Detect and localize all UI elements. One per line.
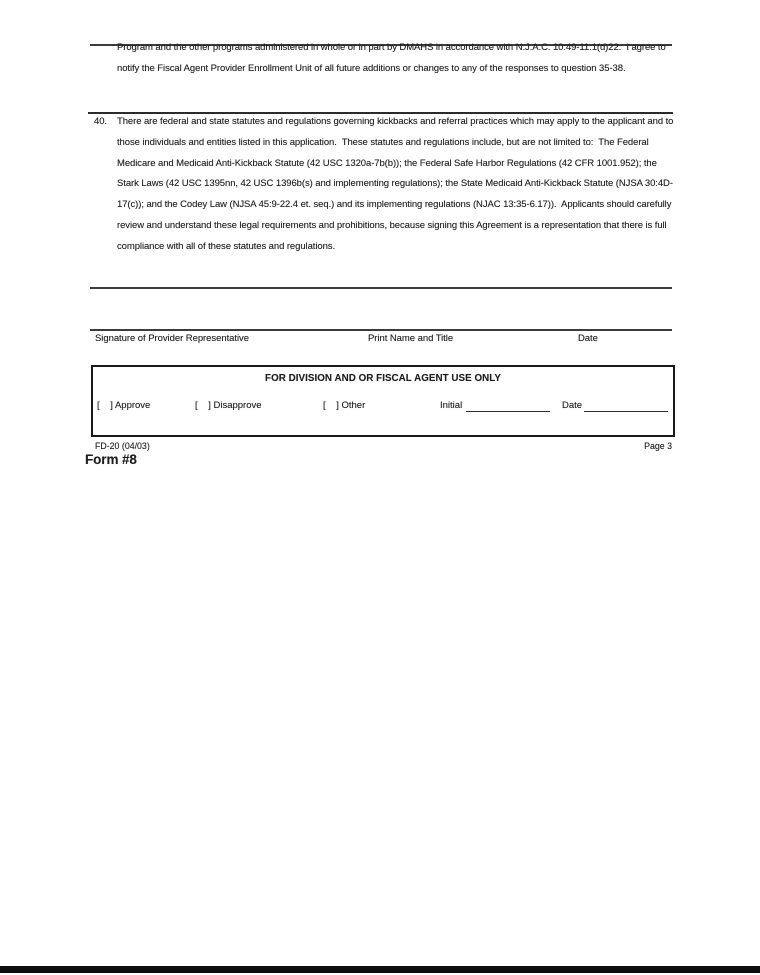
- date-blank-line[interactable]: [584, 411, 668, 412]
- item40-paragraph: [117, 112, 677, 258]
- item40-line: There are federal and state statutes and regulations governing kickbacks and referral practices which may apply to the applicant and to: [117, 116, 674, 127]
- approve-checkbox-option[interactable]: [ ] Approve: [97, 400, 151, 411]
- division-use-only-box: [91, 365, 675, 437]
- initial-blank-line[interactable]: [466, 411, 550, 412]
- form-code: FD-20 (04/03): [95, 441, 150, 451]
- form-caption: Form #8: [85, 452, 137, 467]
- item40-line: review and understand these legal requirements and prohibitions, because signing this Agreement is a representation that there is full: [117, 219, 667, 231]
- item40-line: Stark Laws (42 USC 1395nn, 42 USC 1396b(s) and implementing regulations); the State Medicaid Anti-Kickback Statute (NJSA 30:4D-: [117, 178, 673, 190]
- print-name-label: Print Name and Title: [368, 333, 454, 344]
- item40-line: Medicare and Medicaid Anti-Kickback Statute (42 USC 1320a-7b(b)); the Federal Safe Harbor Regulations (42 CFR 1001.952); the: [117, 157, 657, 169]
- page-number: Page 3: [644, 441, 672, 451]
- division-box-title: FOR DIVISION AND OR FISCAL AGENT USE ONLY: [265, 373, 501, 384]
- item40-line: 17(c)); and the Codey Law (NJSA 45:9-22.4 et. seq.) and its implementing regulations (NJAC 13:35-6.17)). Applicants should carefully: [117, 199, 672, 211]
- scan-edge-bar: [0, 966, 760, 973]
- initial-field-label: Initial: [440, 400, 463, 411]
- item40-line: compliance with all of these statutes and regulations.: [117, 240, 336, 252]
- intro-paragraph: [117, 38, 677, 80]
- intro-line: Program and the other programs administered in whole or in part by DMAHS in accordance with N.J.A.C. 10:49-11.1(d)22. I agree to: [117, 42, 666, 53]
- signature-date-label: Date: [578, 333, 598, 344]
- disapprove-checkbox-option[interactable]: [ ] Disapprove: [195, 400, 262, 411]
- item40-line: those individuals and entities listed in this application. These statutes and regulations include, but are not limited to: The Federal: [117, 136, 649, 148]
- signature-label: Signature of Provider Representative: [95, 333, 249, 344]
- signature-line[interactable]: [90, 329, 672, 331]
- item40-number: 40.: [94, 116, 107, 127]
- box-date-field-label: Date: [562, 400, 583, 411]
- intro-line: notify the Fiscal Agent Provider Enrollment Unit of all future additions or changes to any of the responses to question 35-38.: [117, 62, 626, 74]
- separator-rule: [90, 287, 672, 289]
- other-checkbox-option[interactable]: [ ] Other: [323, 400, 366, 411]
